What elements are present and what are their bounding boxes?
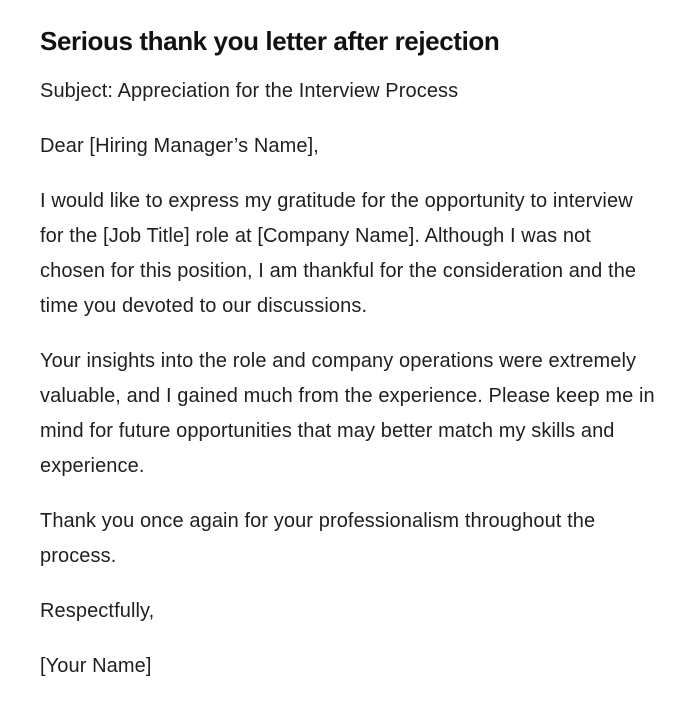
body-paragraph-thanks: Thank you once again for your professionalism throughout the process. (40, 510, 596, 567)
signature: [Your Name] (40, 655, 152, 677)
page-title: Serious thank you letter after rejection (40, 26, 500, 56)
body-paragraph-gratitude: I would like to express my gratitude for the opportunity to interview for the [Job Title] role at [Company Name]. Although I was not chosen for this position, I am thankful for the consideration and the time you devoted to our discussions. (40, 190, 637, 317)
body-paragraph-insights: Your insights into the role and company operations were extremely valuable, and I gained much from the experience. Please keep me in mind for future opportunities that may better match my skills and experience. (40, 350, 655, 477)
greeting: Dear [Hiring Manager’s Name], (40, 135, 319, 157)
closing: Respectfully, (40, 600, 155, 622)
subject-line: Subject: Appreciation for the Interview Process (40, 80, 459, 102)
